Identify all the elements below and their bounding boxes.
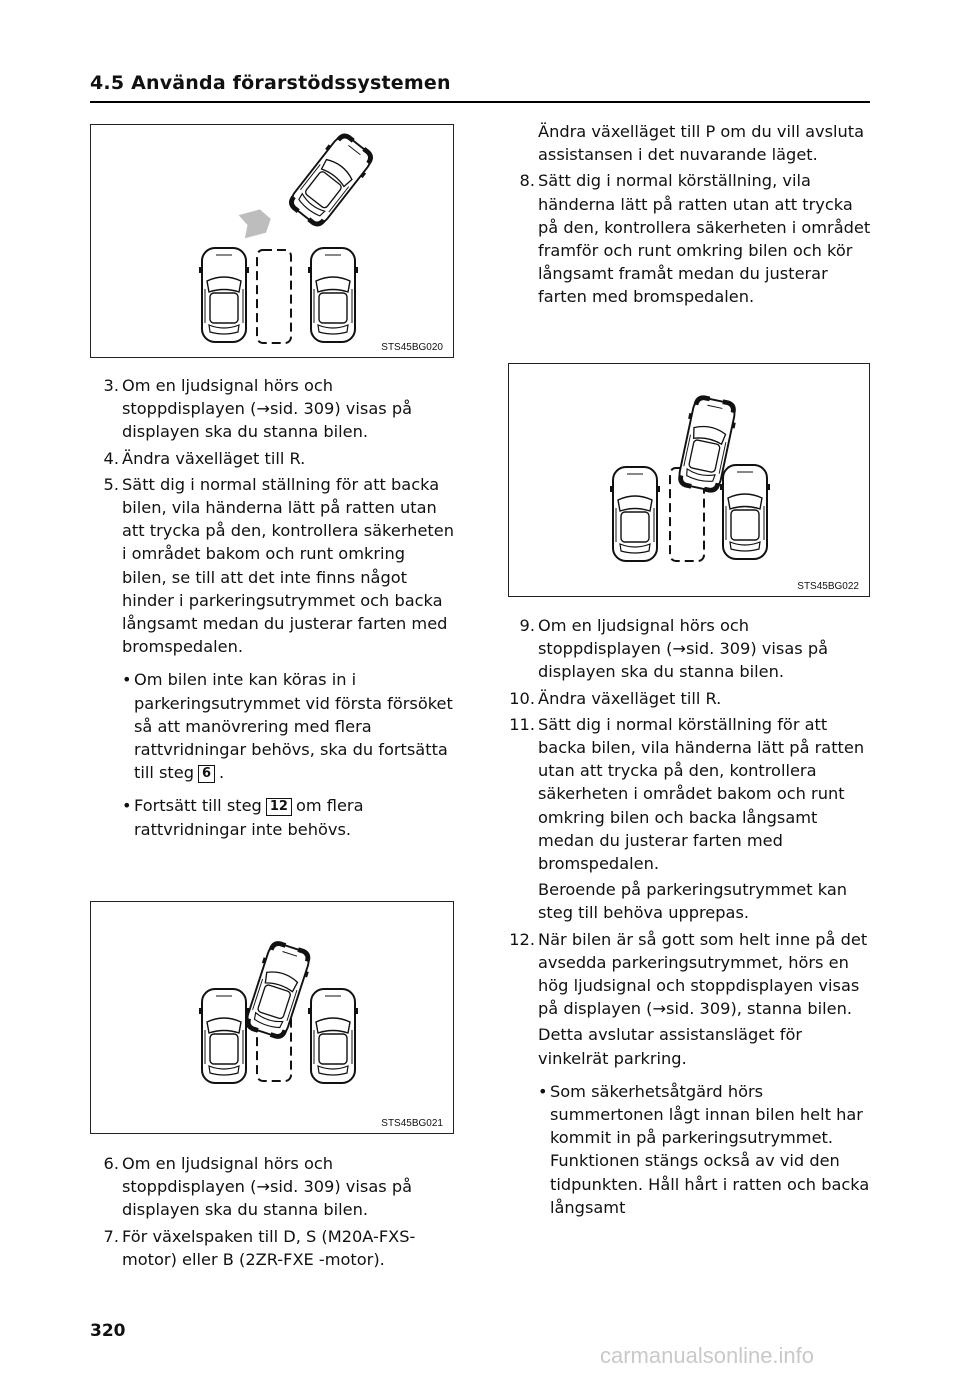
step-ref-box: 12 — [266, 798, 292, 816]
step-12-note: Detta avslutar assistansläget för vinkelrät parkring. — [538, 1025, 803, 1068]
step-9: 9. Om en ljudsignal hörs och stoppdisplayen (→sid. 309) visas på displayen ska du stanna bilen. — [519, 616, 829, 682]
left-column-bottom — [92, 1152, 454, 1274]
figure-code: STS45BG021 — [381, 1118, 443, 1129]
step-10: 10. Ändra växelläget till R. — [509, 688, 722, 708]
step-4: 4. Ändra växelläget till R. — [103, 448, 306, 468]
bullet-single-turn: • Fortsätt till steg 12 om flera rattvridningar inte behövs. — [122, 796, 364, 839]
step-11: 11. Sätt dig i normal körställning för att backa bilen, vila händerna lätt på ratten utan att trycka på den, kontrollera säkerheten i området bakom och runt omkring bilen och backa långsamt medan du justerar farten med bromspedalen. — [509, 714, 865, 874]
bullet-multi-turn: • Om bilen inte kan köras in i parkeringsutrymmet vid första försöket så att manövrering med flera rattvridningar behövs, ska du fortsätta till steg 6 . — [122, 670, 453, 783]
step-6: 6. Om en ljudsignal hörs och stoppdisplayen (→sid. 309) visas på displayen ska du stanna bilen. — [103, 1154, 413, 1220]
parking-illustration-2 — [91, 902, 455, 1135]
figure-parking-approach — [90, 124, 454, 358]
figure-code: STS45BG022 — [797, 581, 859, 592]
figure-parking-entering — [90, 901, 454, 1134]
step-8: 8. Sätt dig i normal körställning, vila händerna lätt på ratten utan att trycka på den, kontrollera säkerheten i området framför och runt omkring bilen och kör långsamt framåt medan du justerar farten med bromspedalen. — [519, 171, 871, 307]
step-3: 3. Om en ljudsignal hörs och stoppdisplayen (→sid. 309) visas på displayen ska du stanna bilen. — [103, 376, 413, 442]
right-column-bottom — [508, 614, 872, 1219]
section-header: 4.5 Använda förarstödssystemen — [90, 72, 451, 94]
parking-illustration-3 — [509, 364, 871, 598]
figure-parking-realign — [508, 363, 870, 597]
left-column-top — [92, 374, 454, 841]
bullet-safety: • Som säkerhetsåtgärd hörs summertonen lågt innan bilen helt har kommit in på parkeringsutrymmet. Funktionen stängs också av vid den tidpunkten. Håll hårt i ratten och backa långsamt — [538, 1081, 870, 1217]
parking-illustration-1 — [91, 125, 455, 359]
step-ref-box: 6 — [198, 765, 215, 783]
page-number: 320 — [90, 1321, 126, 1341]
right-column-top — [508, 120, 872, 312]
step-7-note: Ändra växelläget till P om du vill avsluta assistansen i det nuvarande läget. — [538, 122, 865, 165]
step-11-note: Beroende på parkeringsutrymmet kan steg till behöva upprepas. — [538, 880, 848, 923]
header-rule — [90, 101, 870, 103]
step-5: 5. Sätt dig i normal ställning för att backa bilen, vila händerna lätt på ratten utan att trycka på den, kontrollera säkerheten i området bakom och runt omkring bilen, se till att det inte finns något hinder i parkeringsutrymmet och backa långsamt medan du justerar farten med bromspedalen. — [103, 474, 454, 657]
step-12: 12. När bilen är så gott som helt inne på det avsedda parkeringsutrymmet, hörs en hög ljudsignal och stoppdisplayen visas på displayen (→sid. 309), stanna bilen. — [509, 929, 868, 1019]
watermark: carmanualsonline.info — [600, 1343, 815, 1368]
step-7: 7. För växelspaken till D, S (M20A-FXS-motor) eller B (2ZR-FXE -motor). — [103, 1226, 416, 1269]
figure-code: STS45BG020 — [381, 342, 443, 353]
